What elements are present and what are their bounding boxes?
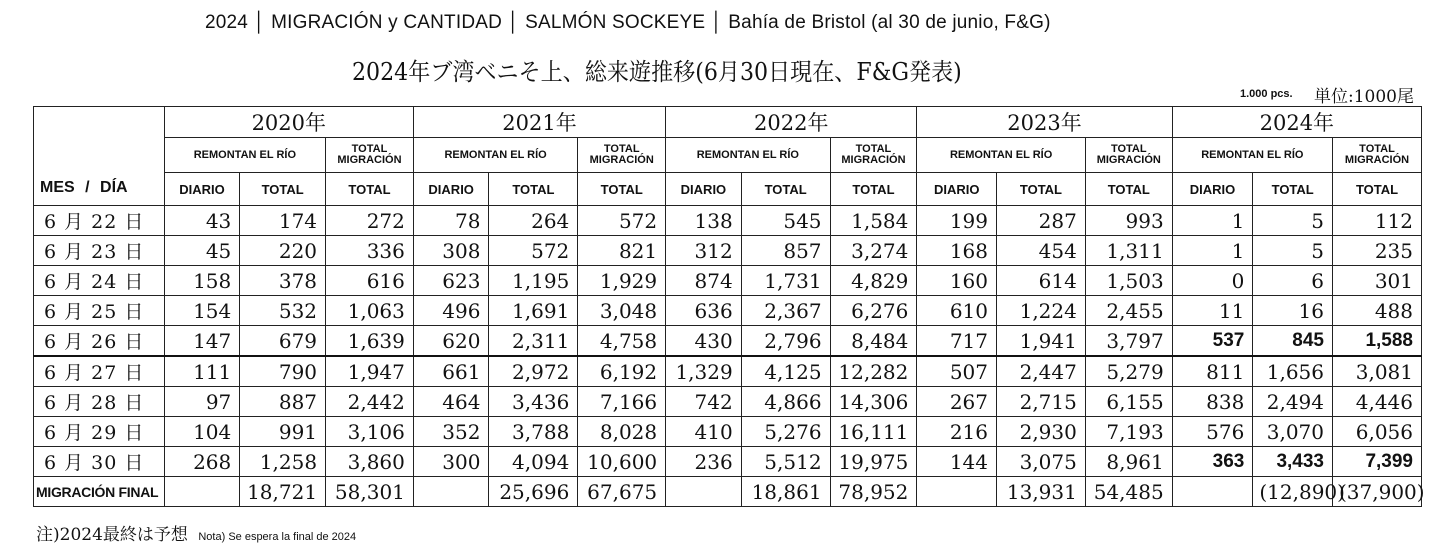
table-cell: 430 — [666, 326, 742, 357]
table-cell: 537 — [1172, 326, 1253, 357]
diario-header: DIARIO — [917, 173, 997, 206]
table-cell: 454 — [997, 236, 1086, 266]
table-cell: 620 — [413, 326, 489, 357]
date-cell: 6 月 29 日 — [34, 417, 165, 447]
table-cell: 168 — [917, 236, 997, 266]
table-cell: 614 — [997, 266, 1086, 296]
table-cell: 6,155 — [1085, 387, 1172, 417]
table-cell: 3,788 — [489, 417, 578, 447]
table-cell: 18,721 — [240, 477, 326, 507]
total-header: TOTAL — [1085, 173, 1172, 206]
table-cell: 67,675 — [578, 477, 666, 507]
table-cell: 3,081 — [1333, 356, 1422, 387]
table-cell: 12,282 — [830, 356, 917, 387]
table-row — [34, 326, 1422, 357]
table-cell: 336 — [326, 236, 414, 266]
table-cell: 857 — [741, 236, 830, 266]
table-cell: 144 — [917, 447, 997, 477]
total-migracion-header: TOTAL MIGRACIÓN — [830, 138, 917, 173]
table-cell: 1,063 — [326, 296, 414, 326]
total-header: TOTAL — [997, 173, 1086, 206]
table-cell: 2,455 — [1085, 296, 1172, 326]
table-cell: 3,075 — [997, 447, 1086, 477]
table-cell: 272 — [326, 206, 414, 236]
table-cell: 874 — [666, 266, 742, 296]
table-cell: 2,930 — [997, 417, 1086, 447]
table-cell: 993 — [1085, 206, 1172, 236]
table-cell: 1,311 — [1085, 236, 1172, 266]
table-cell: 352 — [413, 417, 489, 447]
table-cell: 3,070 — [1253, 417, 1333, 447]
remontan-header: REMONTAN EL RÍO — [917, 138, 1085, 173]
table-cell: 507 — [917, 356, 997, 387]
table-cell: 636 — [666, 296, 742, 326]
table-cell: 742 — [666, 387, 742, 417]
footnote-es: Nota) Se espera la final de 2024 — [198, 531, 357, 543]
table-cell: 1,195 — [489, 266, 578, 296]
unit-label-jp: 単位:1000尾 — [1314, 87, 1414, 107]
table-cell: 8,961 — [1085, 447, 1172, 477]
footnote — [36, 520, 356, 545]
total-header: TOTAL — [830, 173, 917, 206]
date-cell: 6 月 30 日 — [34, 447, 165, 477]
table-cell: 7,193 — [1085, 417, 1172, 447]
table-cell: 4,866 — [741, 387, 830, 417]
table-cell: 0 — [1172, 266, 1253, 296]
table-cell: 4,446 — [1333, 387, 1422, 417]
table-cell: 6,056 — [1333, 417, 1422, 447]
table-cell: 112 — [1333, 206, 1422, 236]
subheader-row — [34, 138, 1422, 173]
table-cell: (37,900) — [1333, 477, 1422, 507]
table-row — [34, 356, 1422, 387]
table-cell: 3,436 — [489, 387, 578, 417]
table-cell: 1,691 — [489, 296, 578, 326]
table-cell: 1,584 — [830, 206, 917, 236]
table-cell: 991 — [240, 417, 326, 447]
final-row — [34, 477, 1422, 507]
date-cell: 6 月 22 日 — [34, 206, 165, 236]
table-cell: 2,311 — [489, 326, 578, 357]
table-row — [34, 417, 1422, 447]
spanish-title: 2024 │ MIGRACIÓN y CANTIDAD │ SALMÓN SOCKEYE │ Bahía de Bristol (al 30 de junio, F&G) — [205, 12, 1051, 33]
table-cell: 4,094 — [489, 447, 578, 477]
total-migracion-header: TOTAL MIGRACIÓN — [578, 138, 666, 173]
table-cell: 4,758 — [578, 326, 666, 357]
table-cell: 264 — [489, 206, 578, 236]
total-migracion-header: TOTAL MIGRACIÓN — [326, 138, 414, 173]
table-cell — [413, 477, 489, 507]
table-cell: 838 — [1172, 387, 1253, 417]
table-row — [34, 447, 1422, 477]
table-cell: 5,512 — [741, 447, 830, 477]
table-cell: 147 — [164, 326, 240, 357]
table-cell: 58,301 — [326, 477, 414, 507]
table-cell: 54,485 — [1085, 477, 1172, 507]
table-cell: 1,258 — [240, 447, 326, 477]
table-cell: 378 — [240, 266, 326, 296]
table-cell: 300 — [413, 447, 489, 477]
table-cell: 312 — [666, 236, 742, 266]
table-cell: 3,797 — [1085, 326, 1172, 357]
table-cell: 216 — [917, 417, 997, 447]
table-row — [34, 387, 1422, 417]
table-cell: 488 — [1333, 296, 1422, 326]
table-cell: 616 — [326, 266, 414, 296]
remontan-header: REMONTAN EL RÍO — [666, 138, 830, 173]
table-cell: 268 — [164, 447, 240, 477]
table-cell: 16 — [1253, 296, 1333, 326]
table-cell: 104 — [164, 417, 240, 447]
table-cell: 1,929 — [578, 266, 666, 296]
table-cell: 887 — [240, 387, 326, 417]
table-cell: 308 — [413, 236, 489, 266]
table-cell: 610 — [917, 296, 997, 326]
table-cell: 576 — [1172, 417, 1253, 447]
table-cell: 236 — [666, 447, 742, 477]
table-cell: 532 — [240, 296, 326, 326]
table-cell — [164, 477, 240, 507]
table-cell: 18,861 — [741, 477, 830, 507]
total-header: TOTAL — [741, 173, 830, 206]
table-cell: 8,484 — [830, 326, 917, 357]
table-cell: 235 — [1333, 236, 1422, 266]
table-cell: 496 — [413, 296, 489, 326]
remontan-header: REMONTAN EL RÍO — [1172, 138, 1332, 173]
table-cell: 1,947 — [326, 356, 414, 387]
table-cell: 3,106 — [326, 417, 414, 447]
footnote-jp: 注)2024最終は予想 — [36, 525, 188, 545]
table-cell: 4,829 — [830, 266, 917, 296]
table-cell: 821 — [578, 236, 666, 266]
diario-header: DIARIO — [164, 173, 240, 206]
table-cell: 5,276 — [741, 417, 830, 447]
date-cell: 6 月 26 日 — [34, 326, 165, 357]
table-cell: 301 — [1333, 266, 1422, 296]
table-cell: 1,941 — [997, 326, 1086, 357]
table-cell: 623 — [413, 266, 489, 296]
diario-header: DIARIO — [413, 173, 489, 206]
table-cell: 1,656 — [1253, 356, 1333, 387]
table-cell: 1,329 — [666, 356, 742, 387]
table-cell: 7,399 — [1333, 447, 1422, 477]
table-cell: 3,048 — [578, 296, 666, 326]
date-cell: 6 月 23 日 — [34, 236, 165, 266]
mes-dia-header: MES / DÍA — [34, 107, 165, 206]
table-cell: 13,931 — [997, 477, 1086, 507]
table-cell: 2,367 — [741, 296, 830, 326]
year-header-row — [34, 107, 1422, 138]
table-cell: 1,224 — [997, 296, 1086, 326]
table-cell: 5 — [1253, 236, 1333, 266]
table-cell: 7,166 — [578, 387, 666, 417]
table-row — [34, 266, 1422, 296]
total-header: TOTAL — [1253, 173, 1333, 206]
table-cell: 572 — [578, 206, 666, 236]
table-cell: 158 — [164, 266, 240, 296]
table-cell: 3,433 — [1253, 447, 1333, 477]
table-cell: 154 — [164, 296, 240, 326]
table-cell: 464 — [413, 387, 489, 417]
table-cell: 1 — [1172, 206, 1253, 236]
migration-table — [33, 106, 1425, 507]
japanese-title: 2024年ブ湾ベニそ上、総来遊推移(6月30日現在、F&G発表) — [352, 58, 962, 86]
table-cell: 8,028 — [578, 417, 666, 447]
diario-header: DIARIO — [666, 173, 742, 206]
table-cell: 199 — [917, 206, 997, 236]
column-header-row — [34, 173, 1422, 206]
year-header: 2021年 — [413, 107, 665, 138]
table-row — [34, 236, 1422, 266]
table-cell: 19,975 — [830, 447, 917, 477]
year-header: 2020年 — [164, 107, 413, 138]
year-header: 2022年 — [666, 107, 917, 138]
remontan-header: REMONTAN EL RÍO — [164, 138, 325, 173]
table-cell: 3,860 — [326, 447, 414, 477]
table-cell: 5,279 — [1085, 356, 1172, 387]
year-header: 2023年 — [917, 107, 1172, 138]
table-cell: 11 — [1172, 296, 1253, 326]
table-body — [34, 206, 1425, 507]
date-cell: 6 月 24 日 — [34, 266, 165, 296]
table-cell: 3,274 — [830, 236, 917, 266]
table-cell: 2,796 — [741, 326, 830, 357]
table-cell: 5 — [1253, 206, 1333, 236]
table-cell: 1,503 — [1085, 266, 1172, 296]
table-cell: 6,192 — [578, 356, 666, 387]
total-header: TOTAL — [240, 173, 326, 206]
table-cell: 174 — [240, 206, 326, 236]
year-header: 2024年 — [1172, 107, 1421, 138]
table-cell: 1 — [1172, 236, 1253, 266]
table-cell: 78,952 — [830, 477, 917, 507]
final-label: MIGRACIÓN FINAL — [34, 477, 165, 507]
table-cell: 2,494 — [1253, 387, 1333, 417]
table-cell: 410 — [666, 417, 742, 447]
table-cell: 1,731 — [741, 266, 830, 296]
table-cell: 97 — [164, 387, 240, 417]
table-cell: 2,715 — [997, 387, 1086, 417]
table-cell: 14,306 — [830, 387, 917, 417]
table-cell: 10,600 — [578, 447, 666, 477]
date-cell: 6 月 25 日 — [34, 296, 165, 326]
table-cell: 545 — [741, 206, 830, 236]
table-cell: 1,639 — [326, 326, 414, 357]
table-cell: 2,442 — [326, 387, 414, 417]
remontan-header: REMONTAN EL RÍO — [413, 138, 577, 173]
table-row — [34, 296, 1422, 326]
table-cell: 287 — [997, 206, 1086, 236]
table-cell: 1,588 — [1333, 326, 1422, 357]
table-cell: 811 — [1172, 356, 1253, 387]
total-header: TOTAL — [489, 173, 578, 206]
table-cell — [917, 477, 997, 507]
table-cell: 25,696 — [489, 477, 578, 507]
unit-label-es: 1.000 pcs. — [1240, 88, 1293, 100]
table-cell: 78 — [413, 206, 489, 236]
table-cell: 111 — [164, 356, 240, 387]
table-cell: 4,125 — [741, 356, 830, 387]
table-cell: 572 — [489, 236, 578, 266]
table-cell: 16,111 — [830, 417, 917, 447]
total-header: TOTAL — [578, 173, 666, 206]
date-cell: 6 月 28 日 — [34, 387, 165, 417]
total-migracion-header: TOTAL MIGRACIÓN — [1085, 138, 1172, 173]
table-cell: 2,447 — [997, 356, 1086, 387]
table-cell: 661 — [413, 356, 489, 387]
table-cell: (12,890) — [1253, 477, 1333, 507]
table-cell: 138 — [666, 206, 742, 236]
table-cell: 845 — [1253, 326, 1333, 357]
table-cell: 790 — [240, 356, 326, 387]
table-cell: 220 — [240, 236, 326, 266]
table-cell — [666, 477, 742, 507]
table-cell: 160 — [917, 266, 997, 296]
table-row — [34, 206, 1422, 236]
date-cell: 6 月 27 日 — [34, 356, 165, 387]
table-cell: 679 — [240, 326, 326, 357]
table-cell: 267 — [917, 387, 997, 417]
table-cell: 2,972 — [489, 356, 578, 387]
table-cell: 43 — [164, 206, 240, 236]
diario-header: DIARIO — [1172, 173, 1253, 206]
total-header: TOTAL — [1333, 173, 1422, 206]
table-cell: 6 — [1253, 266, 1333, 296]
table-cell: 6,276 — [830, 296, 917, 326]
table-cell: 717 — [917, 326, 997, 357]
table-cell: 363 — [1172, 447, 1253, 477]
table-cell — [1172, 477, 1253, 507]
total-migracion-header: TOTAL MIGRACIÓN — [1333, 138, 1422, 173]
total-header: TOTAL — [326, 173, 414, 206]
table-cell: 45 — [164, 236, 240, 266]
